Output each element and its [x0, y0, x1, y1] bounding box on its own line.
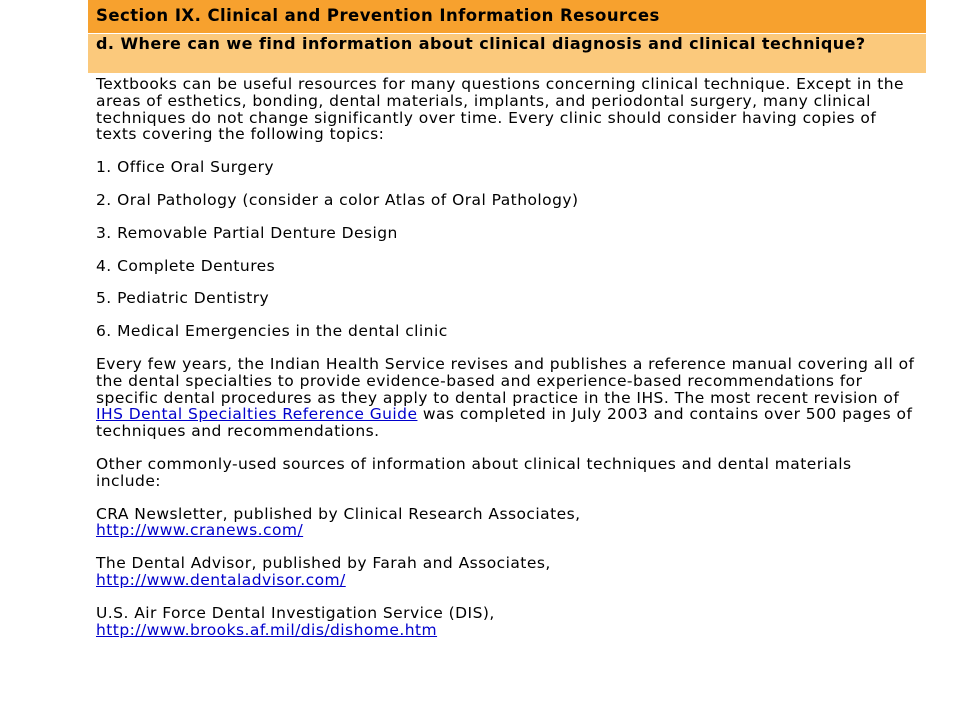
- source-dis-text: U.S. Air Force Dental Investigation Service (DIS),: [96, 603, 495, 622]
- slide-page: [88, 0, 926, 654]
- question-heading: d. Where can we find information about clinical diagnosis and clinical technique?: [88, 33, 926, 73]
- section-title: Section IX. Clinical and Prevention Information Resources: [88, 0, 926, 33]
- source-dis: [96, 605, 918, 639]
- list-item: 3. Removable Partial Denture Design: [96, 223, 398, 242]
- list-item: 4. Complete Dentures: [96, 256, 276, 275]
- source-cra: [96, 506, 918, 540]
- source-dental-advisor: [96, 555, 918, 589]
- list-item: 1. Office Oral Surgery: [96, 158, 275, 177]
- ihs-text-after: was completed in July 2003 and contains over 500 pages of techniques and recommendations.: [96, 405, 913, 441]
- dis-link[interactable]: http://www.brooks.af.mil/dis/dishome.htm: [96, 620, 438, 639]
- list-item: 6. Medical Emergencies in the dental clinic: [96, 322, 448, 341]
- list-item: 2. Oral Pathology (consider a color Atlas of Oral Pathology): [96, 190, 579, 209]
- source-cra-text: CRA Newsletter, published by Clinical Research Associates,: [96, 504, 581, 523]
- topic-list: [96, 159, 918, 340]
- intro-paragraph: Textbooks can be useful resources for many questions concerning clinical technique. Except in the areas of esthetics, bonding, dental materials, implants, and periodontal surgery, many clinical techniques do not change significantly over time. Every clinic should consider having copies of texts covering the following topics:: [96, 75, 905, 144]
- dental-advisor-link[interactable]: http://www.dentaladvisor.com/: [96, 570, 346, 589]
- source-dental-advisor-text: The Dental Advisor, published by Farah and Associates,: [96, 554, 551, 573]
- content-body: [88, 73, 926, 638]
- ihs-reference-guide-link[interactable]: IHS Dental Specialties Reference Guide: [96, 405, 418, 424]
- ihs-paragraph: [96, 356, 918, 440]
- ihs-text-before: Every few years, the Indian Health Service revises and publishes a reference manual covering all of the dental specialties to provide evidence-based and experience-based recommendations for specific dental procedures as they apply to dental practice in the IHS. The most recent revision of: [96, 354, 915, 407]
- list-item: 5. Pediatric Dentistry: [96, 289, 270, 308]
- other-sources-intro: Other commonly-used sources of information about clinical techniques and dental materials include:: [96, 454, 852, 490]
- cra-link[interactable]: http://www.cranews.com/: [96, 521, 304, 540]
